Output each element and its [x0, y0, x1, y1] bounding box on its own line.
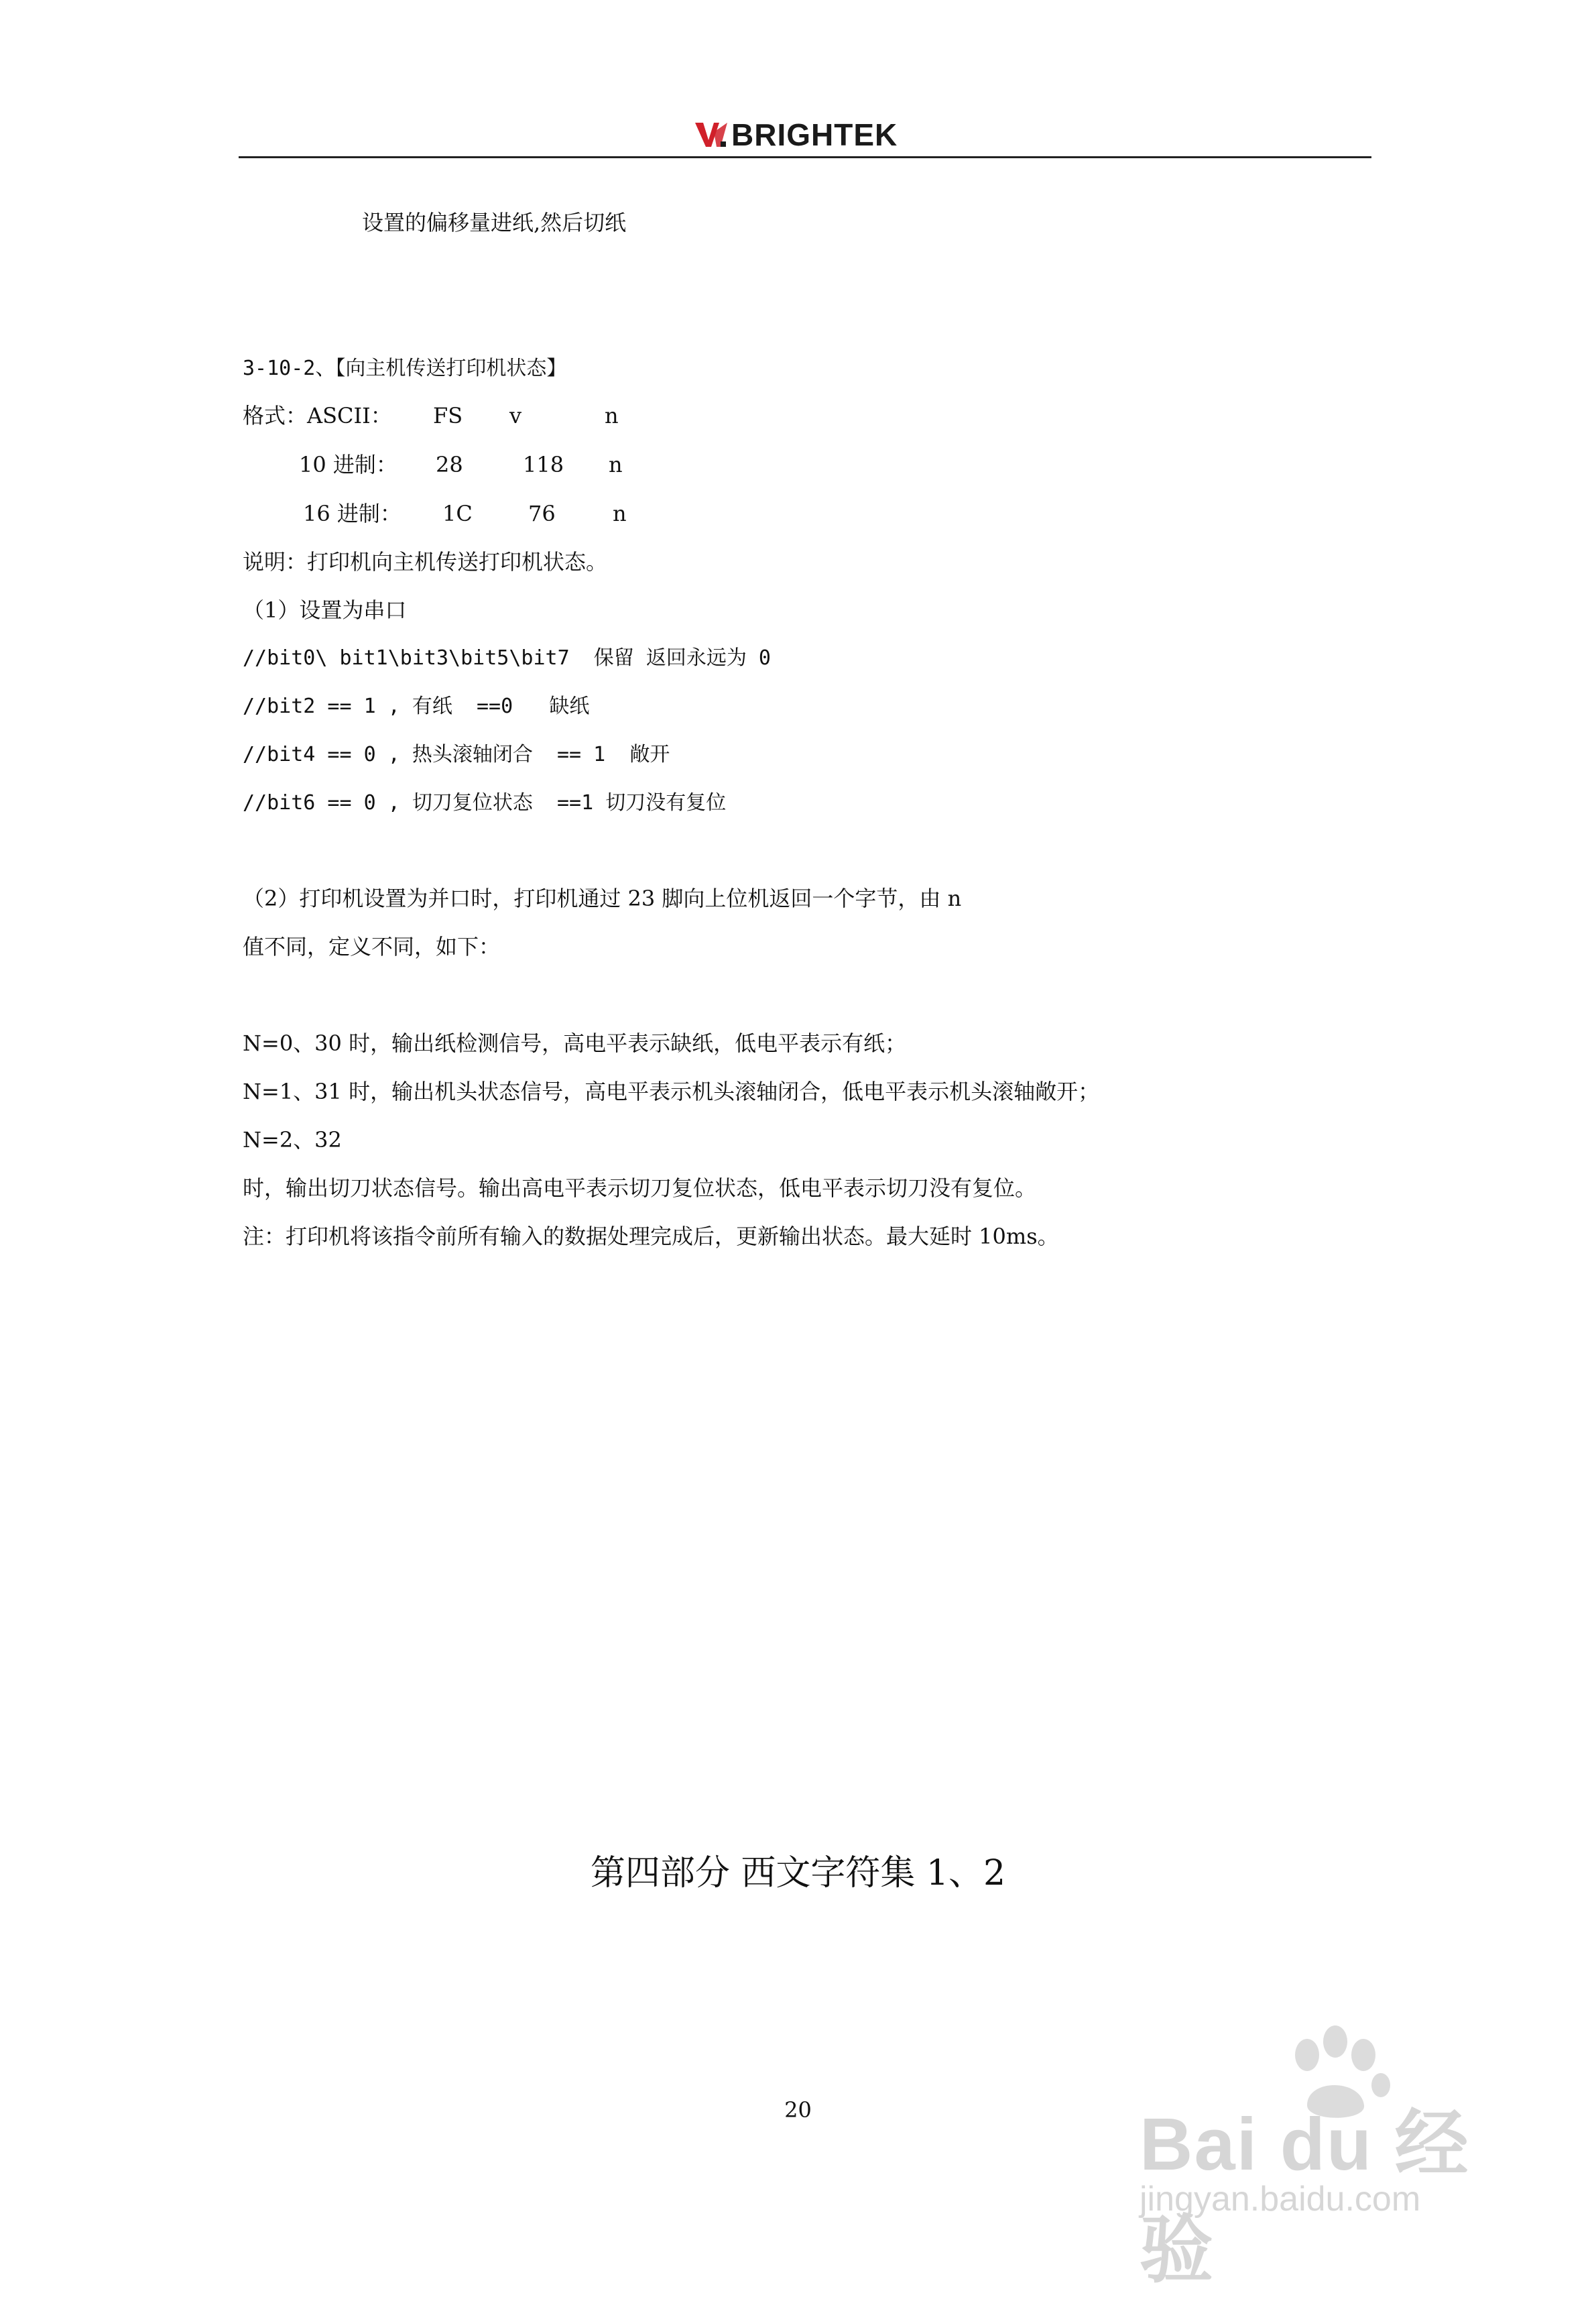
- bit-line: //bit4 == 0 , 热头滚轴闭合 == 1 敞开: [243, 743, 670, 766]
- offset-text: 设置的偏移量进纸,然后切纸: [362, 210, 627, 235]
- format-row-dec-c1: 28: [436, 452, 463, 477]
- format-row-hex-c3: n: [613, 501, 627, 526]
- section-title: 第四部分 西文字符集 1、2: [590, 1853, 1006, 1893]
- format-row-ascii-c1: FS: [433, 403, 463, 428]
- brand-name: BRIGHTEK: [731, 117, 898, 152]
- bit-line: //bit6 == 0 , 切刀复位状态 ==1 切刀没有复位: [243, 791, 727, 815]
- watermark-url: jingyan.baidu.com: [1140, 2180, 1421, 2219]
- bit-line: //bit2 == 1 , 有纸 ==0 缺纸: [243, 695, 590, 718]
- header-divider: [239, 156, 1371, 158]
- bit-line: //bit0\ bit1\bit3\bit5\bit7 保留 返回永远为 0: [243, 646, 771, 670]
- format-row-ascii-label: 格式：ASCII：: [243, 403, 392, 428]
- n-line: N=0、30 时，输出纸检测信号，高电平表示缺纸，低电平表示有纸；: [243, 1030, 907, 1056]
- format-row-ascii-c2: v: [509, 403, 522, 428]
- parallel-text-1: （2）打印机设置为并口时，打印机通过 23 脚向上位机返回一个字节，由 n: [243, 886, 962, 911]
- parallel-text-2: 值不同，定义不同，如下：: [243, 934, 501, 959]
- brightek-logo-icon: [694, 120, 729, 150]
- watermark-main: Bai du 经验: [1140, 2103, 1470, 2292]
- baidu-watermark: [1126, 2025, 1528, 2292]
- format-row-ascii-c3: n: [605, 403, 619, 428]
- brand-logo: [694, 119, 898, 150]
- format-row-dec-c3: n: [609, 452, 623, 477]
- description-text: 说明：打印机向主机传送打印机状态。: [243, 549, 608, 575]
- format-row-hex-c2: 76: [528, 501, 556, 526]
- n-line: 时，输出切刀状态信号。输出高电平表示切刀复位状态，低电平表示切刀没有复位。: [243, 1175, 1037, 1201]
- note-text: 注：打印机将该指令前所有输入的数据处理完成后，更新输出状态。最大延时 10ms。: [243, 1224, 1059, 1249]
- section-heading: 3-10-2、【向主机传送打印机状态】: [243, 357, 567, 380]
- format-row-hex-label: 16 进制：: [303, 501, 402, 526]
- format-row-hex-c1: 1C: [442, 501, 473, 526]
- page-number: 20: [784, 2097, 812, 2123]
- n-line: N=1、31 时，输出机头状态信号，高电平表示机头滚轴闭合，低电平表示机头滚轴敞开；: [243, 1079, 1100, 1104]
- serial-title: （1）设置为串口: [243, 597, 407, 623]
- format-row-dec-c2: 118: [523, 452, 564, 477]
- n-line: N=2、32: [243, 1127, 342, 1153]
- format-row-dec-label: 10 进制：: [299, 452, 397, 477]
